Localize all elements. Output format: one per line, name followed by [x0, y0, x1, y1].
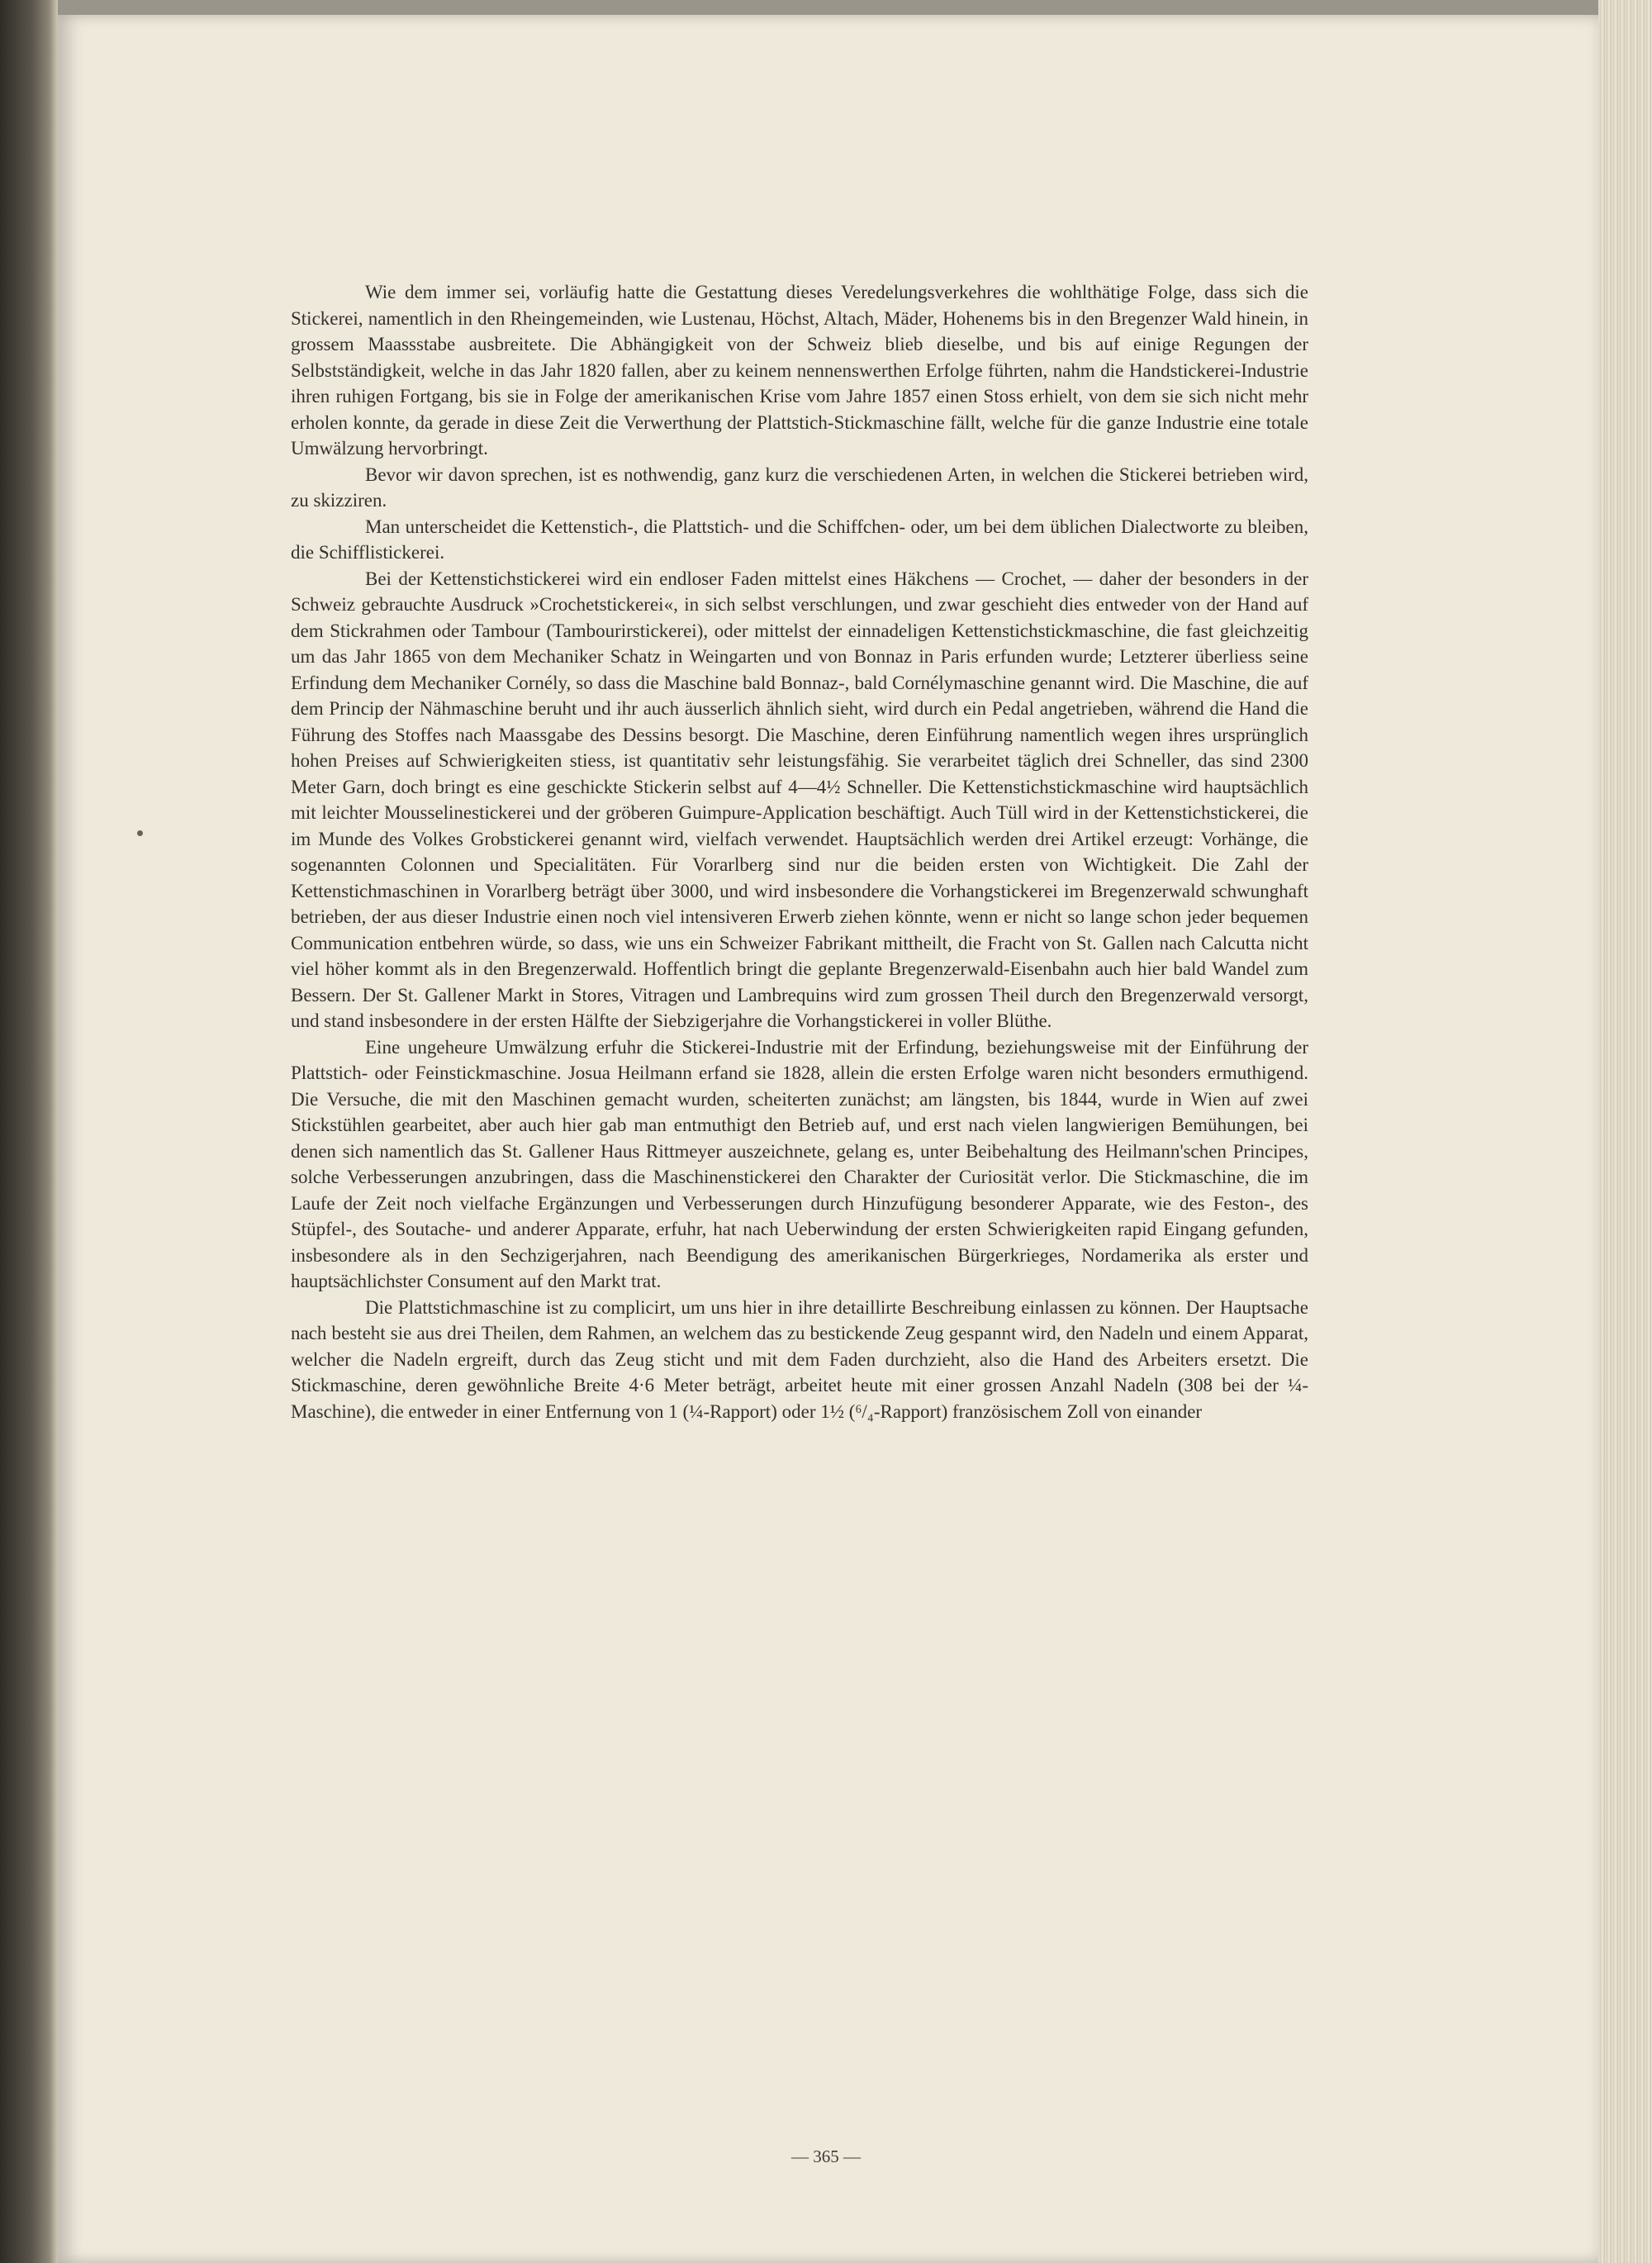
- top-edge-shadow: [58, 0, 1602, 15]
- margin-speck: [137, 830, 143, 836]
- paragraph-3: Man unterscheidet die Kettenstich-, die Plattstich- und die Schiffchen- oder, um bei dem üblichen Dialectworte zu bleiben, die Schifflistickerei.: [291, 516, 1308, 563]
- paragraph-6: Die Plattstichmaschine ist zu complicirt, um uns hier in ihre detaillirte Beschreibung einlassen zu können. Der Hauptsache nach besteht sie aus drei Theilen, dem Rahmen, an welchem das zu bestickende Zeug gespannt wird, den Nadeln und einem Apparat, welcher die Nadeln ergreift, durch das Zeug sticht und mit dem Faden durchzieht, also die Hand des Arbeiters ersetzt. Die Stickmaschine, deren gewöhnliche Breite 4·6 Meter beträgt, arbeitet heute mit einer grossen Anzahl Nadeln (308 bei der ¼-Maschine), die entweder in einer Entfernung von 1 (¼-Rapport) oder 1½ (⁶/₄-Rapport) französischem Zoll von einander: [291, 1296, 1308, 1422]
- paragraph-2: Bevor wir davon sprechen, ist es nothwendig, ganz kurz die verschiedenen Arten, in welchen die Stickerei betrieben wird, zu skizziren.: [291, 464, 1308, 511]
- paragraph-1: Wie dem immer sei, vorläufig hatte die Gestattung dieses Veredelungsverkehres die wohlthätige Folge, dass sich die Stickerei, namentlich in den Rheingemeinden, wie Lustenau, Höchst, Altach, Mäder, Hohenems bis in den Bregenzer Wald hinein, in grossem Maassstabe ausbreitete. Die Abhängigkeit von der Schweiz blieb dieselbe, und bis auf einige Regungen der Selbstständigkeit, welche in das Jahr 1820 fallen, aber zu keinem nennenswerthen Erfolge führten, nahm die Handstickerei-Industrie ihren ruhigen Fortgang, bis sie in Folge der amerikanischen Krise vom Jahre 1857 einen Stoss erhielt, von dem sie sich nicht mehr erholen konnte, da gerade in diese Zeit die Verwerthung der Plattstich-Stickmaschine fällt, welche für die ganze Industrie eine totale Umwälzung hervorbringt.: [291, 282, 1308, 459]
- page-number: — 365 —: [791, 2147, 861, 2166]
- body-text: [291, 279, 1308, 1424]
- page-edges: [1598, 0, 1652, 2263]
- book-spine-shadow: [0, 0, 58, 2263]
- paragraph-5: Eine ungeheure Umwälzung erfuhr die Stickerei-Industrie mit der Erfindung, beziehungsweise mit der Einführung der Plattstich- oder Feinstickmaschine. Josua Heilmann erfand sie 1828, allein die ersten Erfolge waren nicht besonders ermuthigend. Die Versuche, die mit den Maschinen gemacht wurden, scheiterten zunächst; am längsten, bis 1844, wurde in Wien auf zwei Stickstühlen gearbeitet, aber auch hier gab man entmuthigt den Betrieb auf, und erst nach vielen langwierigen Bemühungen, bei denen sich namentlich das St. Gallener Haus Rittmeyer auszeichnete, gelang es, unter Beibehaltung des Heilmann'schen Principes, solche Verbesserungen anzubringen, dass die Maschinenstickerei den Charakter der Curiosität verlor. Die Stickmaschine, die im Laufe der Zeit noch vielfache Ergänzungen und Verbesserungen durch Hinzufügung besonderer Apparate, wie des Feston-, des Stüpfel-, des Soutache- und anderer Apparate, erfuhr, hat nach Ueberwindung der ersten Schwierigkeiten rapid Eingang gefunden, insbesondere als in den Sechzigerjahren, nach Beendigung des amerikanischen Bürgerkrieges, Nordamerika als erster und hauptsächlichster Consument auf den Markt trat.: [291, 1036, 1308, 1291]
- paragraph-4: Bei der Kettenstichstickerei wird ein endloser Faden mittelst eines Häkchens — Crochet, — daher der besonders in der Schweiz gebrauchte Ausdruck »Crochetstickerei«, in sich selbst verschlungen, und zwar geschieht dies entweder von der Hand auf dem Stickrahmen oder Tambour (Tambourirstickerei), oder mittelst der einnadeligen Kettenstichstickmaschine, die fast gleichzeitig um das Jahr 1865 von dem Mechaniker Schatz in Weingarten und von Bonnaz in Paris erfunden wurde; Letzterer überliess seine Erfindung dem Mechaniker Cornély, so dass die Maschine bald Bonnaz-, bald Cornélymaschine genannt wird. Die Maschine, die auf dem Princip der Nähmaschine beruht und ihr auch äusserlich ähnlich sieht, wird durch ein Pedal angetrieben, während die Hand die Führung des Stoffes nach Maassgabe des Dessins besorgt. Die Maschine, deren Einführung namentlich wegen ihres ursprünglich hohen Preises auf Schwierigkeiten stiess, ist quantitativ sehr leistungsfähig. Sie verarbeitet täglich drei Schneller, das sind 2300 Meter Garn, doch bringt es eine geschickte Stickerin selbst auf 4—4½ Schneller. Die Kettenstichstickmaschine wird hauptsächlich mit leichter Mousselinestickerei und der gröberen Guimpure-Application beschäftigt. Auch Tüll wird in der Kettenstichstickerei, die im Munde des Volkes Grobstickerei genannt wird, vielfach verwendet. Hauptsächlich werden drei Artikel erzeugt: Vorhänge, die sogenannten Colonnen und Specialitäten. Für Vorarlberg sind nur die beiden ersten von Wichtigkeit. Die Zahl der Kettenstichmaschinen in Vorarlberg beträgt über 3000, und wird insbesondere die Vorhangstickerei im Bregenzerwald schwunghaft betrieben, der aus dieser Industrie einen noch viel intensiveren Erwerb ziehen könnte, wenn er nicht so lange schon jeder bequemen Communication entbehren würde, so dass, wie uns ein Schweizer Fabrikant mittheilt, die Fracht von St. Gallen nach Calcutta nicht viel höher kommt als in den Bregenzerwald. Hoffentlich bringt die geplante Bregenzerwald-Eisenbahn auch hier bald Wandel zum Bessern. Der St. Gallener Markt in Stores, Vitragen und Lambrequins wird zum grossen Theil durch den Bregenzerwald versorgt, und stand insbesondere in der ersten Hälfte der Siebzigerjahre die Vorhangstickerei in voller Blüthe.: [291, 568, 1308, 1031]
